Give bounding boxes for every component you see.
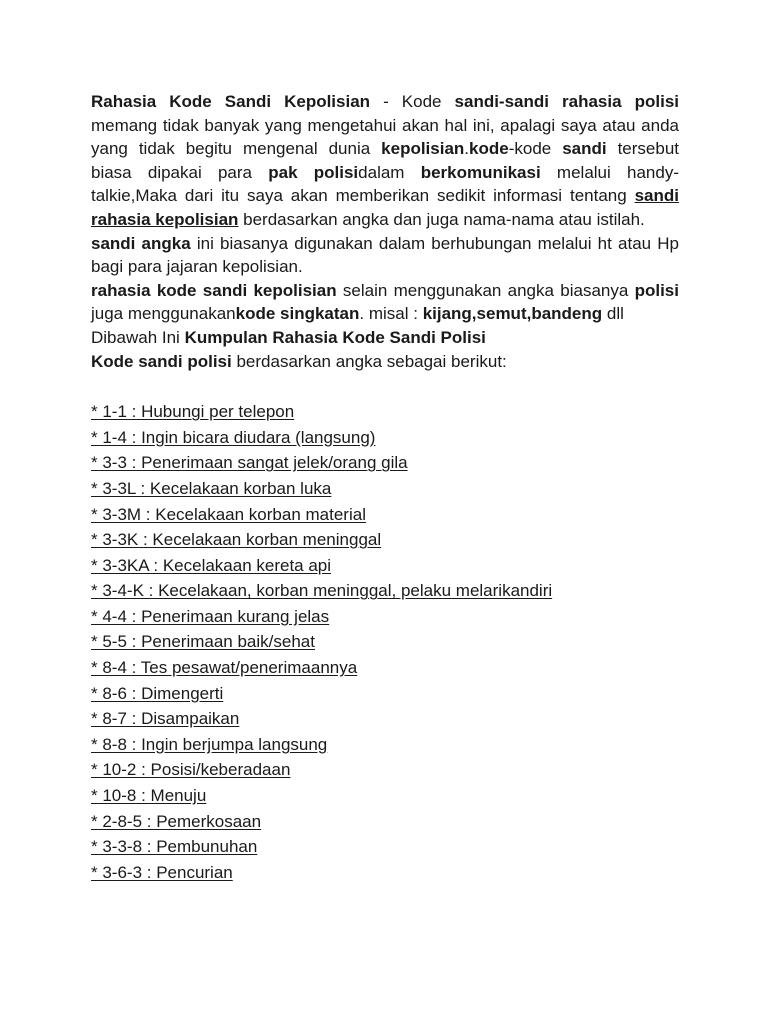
list-item: * 8-6 : Dimengerti bbox=[91, 683, 224, 703]
sandi-angka-paragraph: sandi angka ini biasanya digunakan dalam berhubungan melalui ht atau Hp bagi para jajaran kepolisian. bbox=[91, 233, 679, 277]
list-item: * 3-3KA : Kecelakaan kereta api bbox=[91, 555, 332, 575]
list-item: * 3-4-K : Kecelakaan, korban meninggal, pelaku melarikandiri bbox=[91, 581, 553, 601]
kumpulan-heading: Dibawah Ini Kumpulan Rahasia Kode Sandi Polisi bbox=[91, 327, 486, 347]
list-item: * 3-6-3 : Pencurian bbox=[91, 862, 233, 882]
list-item: * 1-4 : Ingin bicara diudara (langsung) bbox=[91, 427, 376, 447]
list-item: * 2-8-5 : Pemerkosaan bbox=[91, 811, 262, 831]
sandi-rahasia-link[interactable]: sandi rahasia kepolisian bbox=[91, 186, 679, 229]
document-page bbox=[91, 90, 679, 885]
list-item: * 3-3L : Kecelakaan korban luka bbox=[91, 478, 332, 498]
intro-paragraph: Rahasia Kode Sandi Kepolisian - Kode sandi-sandi rahasia polisi memang tidak banyak yang mengetahui akan hal ini, apalagi saya atau anda yang tidak begitu mengenal dunia kepolisian.kode-kode sandi tersebut biasa dipakai para pak polisidalam berkomunikasi melalui handy-talkie,Maka dari itu saya akan memberikan sedikit informasi tentang sandi rahasia kepolisian berdasarkan angka dan juga nama-nama atau istilah. bbox=[91, 92, 680, 229]
code-list bbox=[91, 399, 679, 885]
kode-singkatan-paragraph: rahasia kode sandi kepolisian selain menggunakan angka biasanya polisi juga menggunakankode singkatan. misal : kijang,semut,bandeng dll bbox=[91, 280, 679, 324]
list-item: * 1-1 : Hubungi per telepon bbox=[91, 402, 295, 422]
list-item: * 3-3 : Penerimaan sangat jelek/orang gila bbox=[91, 453, 408, 473]
list-item: * 10-2 : Posisi/keberadaan bbox=[91, 760, 291, 780]
article-title: Rahasia Kode Sandi Kepolisian bbox=[91, 92, 371, 111]
list-item: * 3-3M : Kecelakaan korban material bbox=[91, 504, 366, 524]
kode-angka-heading: Kode sandi polisi berdasarkan angka sebagai berikut: bbox=[91, 351, 507, 371]
list-item: * 8-8 : Ingin berjumpa langsung bbox=[91, 734, 328, 754]
list-item: * 3-3K : Kecelakaan korban meninggal bbox=[91, 530, 382, 550]
list-item: * 10-8 : Menuju bbox=[91, 786, 207, 806]
list-item: * 4-4 : Penerimaan kurang jelas bbox=[91, 606, 330, 626]
list-item: * 8-4 : Tes pesawat/penerimaannya bbox=[91, 658, 358, 678]
list-item: * 3-3-8 : Pembunuhan bbox=[91, 837, 258, 857]
list-item: * 8-7 : Disampaikan bbox=[91, 709, 240, 729]
list-item: * 5-5 : Penerimaan baik/sehat bbox=[91, 632, 315, 652]
spacer bbox=[91, 373, 679, 399]
